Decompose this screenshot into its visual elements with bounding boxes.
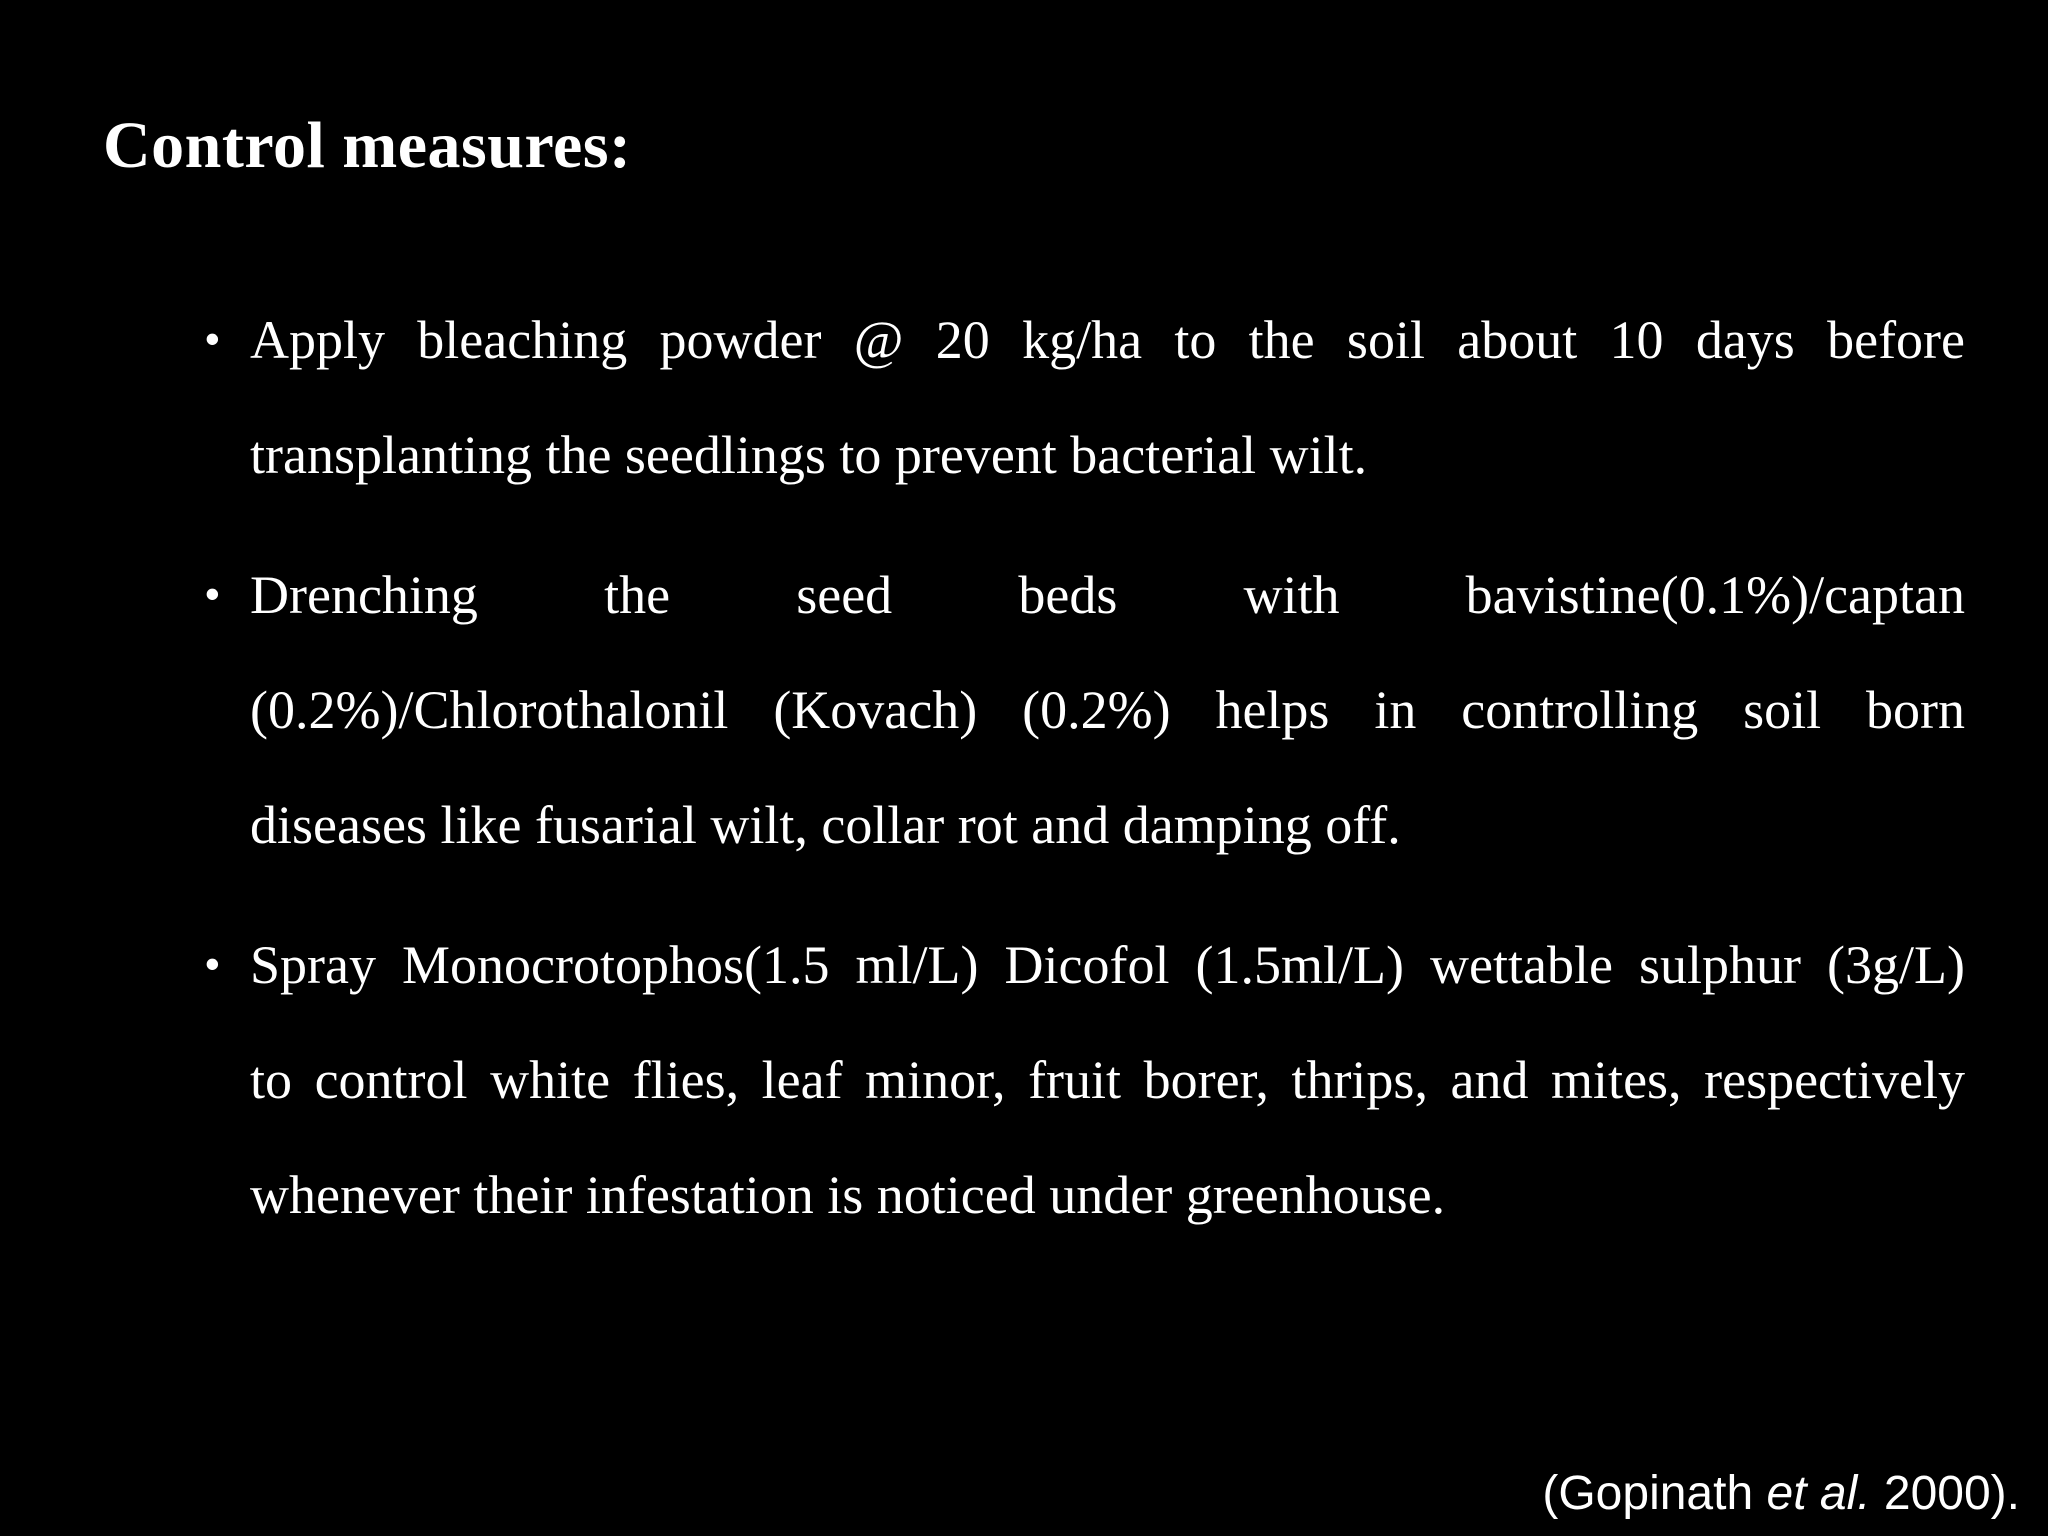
bullet-text-line: to control white flies, leaf minor, fruit borer, thrips, and mites, respectively (250, 1050, 1965, 1110)
slide-title: Control measures: (103, 109, 632, 182)
bullet-text-line: diseases like fusarial wilt, collar rot and damping off. (250, 795, 1401, 855)
bullet-text-line: Apply bleaching powder @ 20 kg/ha to the soil about 10 days before (250, 310, 1965, 370)
bullet-text-line: transplanting the seedlings to prevent bacterial wilt. (250, 425, 1368, 485)
citation-prefix: (Gopinath (1542, 1467, 1767, 1520)
bullet-list (205, 283, 1965, 1278)
bullet-text (250, 908, 1965, 1253)
bullet-text-line: (0.2%)/Chlorothalonil (Kovach) (0.2%) helps in controlling soil born (250, 680, 1965, 740)
bullet-item (205, 908, 1965, 1253)
citation-suffix: 2000). (1870, 1467, 2020, 1520)
bullet-text (250, 538, 1965, 883)
bullet-text-line: Drenching the seed beds with bavistine(0.1%)/captan (250, 565, 1965, 625)
citation (1542, 1466, 2020, 1522)
bullet-text (250, 283, 1965, 513)
bullet-icon: • (205, 570, 220, 617)
bullet-text-line: Spray Monocrotophos(1.5 ml/L) Dicofol (1.5ml/L) wettable sulphur (3g/L) (250, 935, 1965, 995)
bullet-icon: • (205, 940, 220, 987)
bullet-icon: • (205, 315, 220, 362)
citation-italic: et al. (1766, 1467, 1871, 1520)
bullet-item (205, 283, 1965, 513)
bullet-text-line: whenever their infestation is noticed under greenhouse. (250, 1165, 1446, 1225)
bullet-item (205, 538, 1965, 883)
